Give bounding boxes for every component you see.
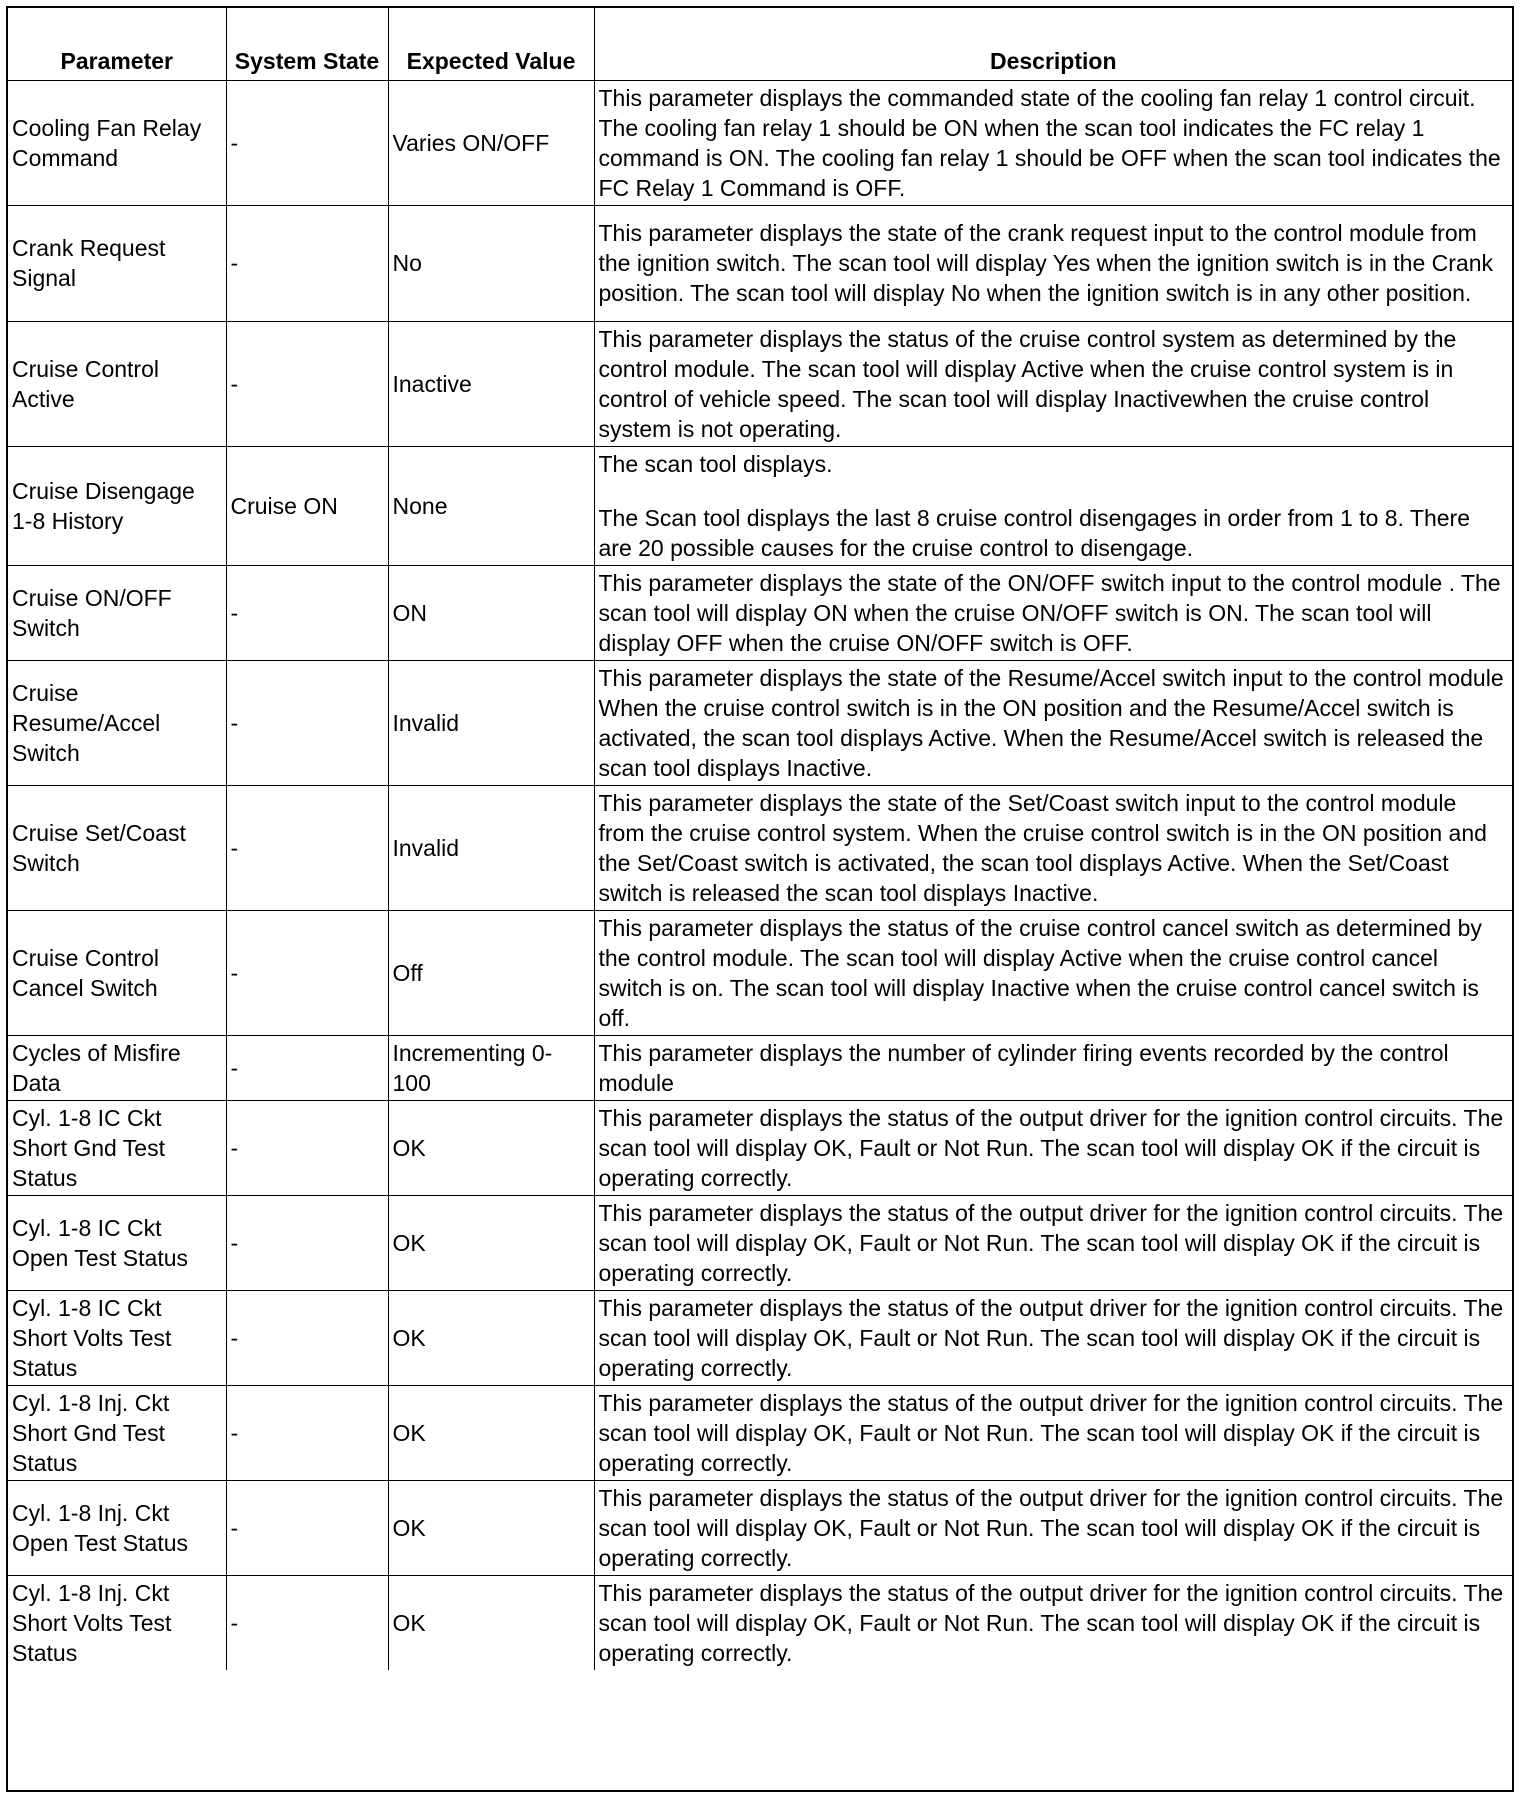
table-header-row xyxy=(8,8,1512,80)
parameter-cell: Cyl. 1-8 IC Ckt Short Gnd Test Status xyxy=(8,1100,226,1195)
parameter-cell: Cruise Control Active xyxy=(8,321,226,446)
description-text: This parameter displays the commanded state of the cooling fan relay 1 control circuit. The cooling fan relay 1 should be ON when the scan tool indicates the FC relay 1 command is ON. The cooling fan relay 1 should be OFF when the scan tool indicates the FC Relay 1 Command is OFF. xyxy=(598,84,1501,201)
description-text: This parameter displays the number of cylinder firing events recorded by the control module xyxy=(598,1039,1449,1096)
description-cell xyxy=(594,1195,1512,1290)
system-state-cell: - xyxy=(226,1290,388,1385)
parameter-cell: Cyl. 1-8 IC Ckt Open Test Status xyxy=(8,1195,226,1290)
parameter-table-sheet xyxy=(6,6,1514,1792)
system-state-cell: - xyxy=(226,1195,388,1290)
system-state-cell: - xyxy=(226,80,388,205)
header-parameter: Parameter xyxy=(8,8,226,80)
expected-value-cell: None xyxy=(388,446,594,565)
description-cell xyxy=(594,785,1512,910)
description-text: This parameter displays the status of the cruise control system as determined by the control module. The scan tool will display Active when the cruise control system is in control of vehicle speed. The scan tool will display Inactivewhen the cruise control system is not operating. xyxy=(598,325,1457,442)
description-text: This parameter displays the status of the output driver for the ignition control circuits. The scan tool will display OK, Fault or Not Run. The scan tool will display OK if the circuit is operating correctly. xyxy=(598,1579,1504,1666)
parameter-cell: Cruise Disengage 1-8 History xyxy=(8,446,226,565)
expected-value-cell: OK xyxy=(388,1385,594,1480)
description-cell xyxy=(594,1385,1512,1480)
description-text: This parameter displays the state of the ON/OFF switch input to the control module . The scan tool will display ON when the cruise ON/OFF switch is ON. The scan tool will display OFF when the cruise ON/OFF switch is OFF. xyxy=(598,569,1501,656)
description-text: This parameter displays the status of the cruise control cancel switch as determined by the control module. The scan tool will display Active when the cruise control cancel switch is on. The scan tool will display Inactive when the cruise control cancel switch is off. xyxy=(598,914,1482,1031)
parameter-table xyxy=(8,8,1512,1670)
table-row xyxy=(8,446,1512,565)
parameter-cell: Cyl. 1-8 IC Ckt Short Volts Test Status xyxy=(8,1290,226,1385)
description-cell xyxy=(594,321,1512,446)
system-state-cell: - xyxy=(226,660,388,785)
description-cell xyxy=(594,910,1512,1035)
system-state-cell: - xyxy=(226,1100,388,1195)
description-cell xyxy=(594,205,1512,321)
system-state-cell: - xyxy=(226,565,388,660)
description-text: This parameter displays the status of the output driver for the ignition control circuits. The scan tool will display OK, Fault or Not Run. The scan tool will display OK if the circuit is operating correctly. xyxy=(598,1294,1504,1381)
table-row xyxy=(8,785,1512,910)
header-system-state: System State xyxy=(226,8,388,80)
system-state-cell: - xyxy=(226,321,388,446)
system-state-cell: - xyxy=(226,1480,388,1575)
description-cell xyxy=(594,1100,1512,1195)
expected-value-cell: OK xyxy=(388,1575,594,1670)
description-text: This parameter displays the status of the output driver for the ignition control circuits. The scan tool will display OK, Fault or Not Run. The scan tool will display OK if the circuit is operating correctly. xyxy=(598,1484,1504,1571)
expected-value-cell: Inactive xyxy=(388,321,594,446)
parameter-cell: Cruise ON/OFF Switch xyxy=(8,565,226,660)
expected-value-cell: Off xyxy=(388,910,594,1035)
description-text: This parameter displays the state of the crank request input to the control module from the ignition switch. The scan tool will display Yes when the ignition switch is in the Crank position. The scan tool will display No when the ignition switch is in any other position. xyxy=(598,220,1493,306)
expected-value-cell: OK xyxy=(388,1195,594,1290)
expected-value-cell: ON xyxy=(388,565,594,660)
expected-value-cell: OK xyxy=(388,1480,594,1575)
description-text: This parameter displays the state of the Resume/Accel switch input to the control module When the cruise control switch is in the ON position and the Resume/Accel switch is activated, the scan tool displays Active. When the Resume/Accel switch is released the scan tool displays Inactive. xyxy=(598,664,1504,781)
system-state-cell: - xyxy=(226,910,388,1035)
system-state-cell: - xyxy=(226,1035,388,1100)
table-row xyxy=(8,80,1512,205)
description-cell xyxy=(594,660,1512,785)
table-row xyxy=(8,910,1512,1035)
description-cell xyxy=(594,1290,1512,1385)
table-row xyxy=(8,1035,1512,1100)
header-description: Description xyxy=(594,8,1512,80)
description-cell xyxy=(594,446,1512,565)
table-row xyxy=(8,1480,1512,1575)
expected-value-cell: Varies ON/OFF xyxy=(388,80,594,205)
description-text: This parameter displays the status of the output driver for the ignition control circuits. The scan tool will display OK, Fault or Not Run. The scan tool will display OK if the circuit is operating correctly. xyxy=(598,1104,1504,1191)
parameter-cell: Cooling Fan Relay Command xyxy=(8,80,226,205)
description-text: The scan tool displays. xyxy=(598,450,833,477)
description-cell xyxy=(594,1035,1512,1100)
table-row xyxy=(8,1290,1512,1385)
parameter-cell: Cruise Set/Coast Switch xyxy=(8,785,226,910)
table-row xyxy=(8,1575,1512,1670)
table-row xyxy=(8,660,1512,785)
header-expected-value: Expected Value xyxy=(388,8,594,80)
system-state-cell: Cruise ON xyxy=(226,446,388,565)
expected-value-cell: Incrementing 0-100 xyxy=(388,1035,594,1100)
parameter-cell: Cruise Control Cancel Switch xyxy=(8,910,226,1035)
expected-value-cell: OK xyxy=(388,1290,594,1385)
table-body xyxy=(8,80,1512,1670)
parameter-cell: Cyl. 1-8 Inj. Ckt Short Volts Test Status xyxy=(8,1575,226,1670)
parameter-cell: Cycles of Misfire Data xyxy=(8,1035,226,1100)
parameter-cell: Cruise Resume/Accel Switch xyxy=(8,660,226,785)
description-cell xyxy=(594,565,1512,660)
expected-value-cell: OK xyxy=(388,1100,594,1195)
system-state-cell: - xyxy=(226,1385,388,1480)
description-cell xyxy=(594,80,1512,205)
description-cell xyxy=(594,1480,1512,1575)
system-state-cell: - xyxy=(226,1575,388,1670)
system-state-cell: - xyxy=(226,785,388,910)
table-row xyxy=(8,565,1512,660)
table-row xyxy=(8,205,1512,321)
system-state-cell: - xyxy=(226,205,388,321)
description-cell xyxy=(594,1575,1512,1670)
parameter-cell: Cyl. 1-8 Inj. Ckt Short Gnd Test Status xyxy=(8,1385,226,1480)
table-row xyxy=(8,1385,1512,1480)
table-row xyxy=(8,321,1512,446)
table-row xyxy=(8,1195,1512,1290)
description-text: This parameter displays the status of the output driver for the ignition control circuits. The scan tool will display OK, Fault or Not Run. The scan tool will display OK if the circuit is operating correctly. xyxy=(598,1199,1504,1286)
description-text: This parameter displays the state of the Set/Coast switch input to the control module from the cruise control system. When the cruise control switch is in the ON position and the Set/Coast switch is activated, the scan tool displays Active. When the Set/Coast switch is released the scan tool displays Inactive. xyxy=(598,789,1487,906)
parameter-cell: Crank Request Signal xyxy=(8,205,226,321)
table-row xyxy=(8,1100,1512,1195)
expected-value-cell: No xyxy=(388,205,594,321)
expected-value-cell: Invalid xyxy=(388,785,594,910)
expected-value-cell: Invalid xyxy=(388,660,594,785)
description-text: The Scan tool displays the last 8 cruise control disengages in order from 1 to 8. There are 20 possible causes for the cruise control to disengage. xyxy=(598,504,1470,561)
description-text: This parameter displays the status of the output driver for the ignition control circuits. The scan tool will display OK, Fault or Not Run. The scan tool will display OK if the circuit is operating correctly. xyxy=(598,1389,1504,1476)
parameter-cell: Cyl. 1-8 Inj. Ckt Open Test Status xyxy=(8,1480,226,1575)
